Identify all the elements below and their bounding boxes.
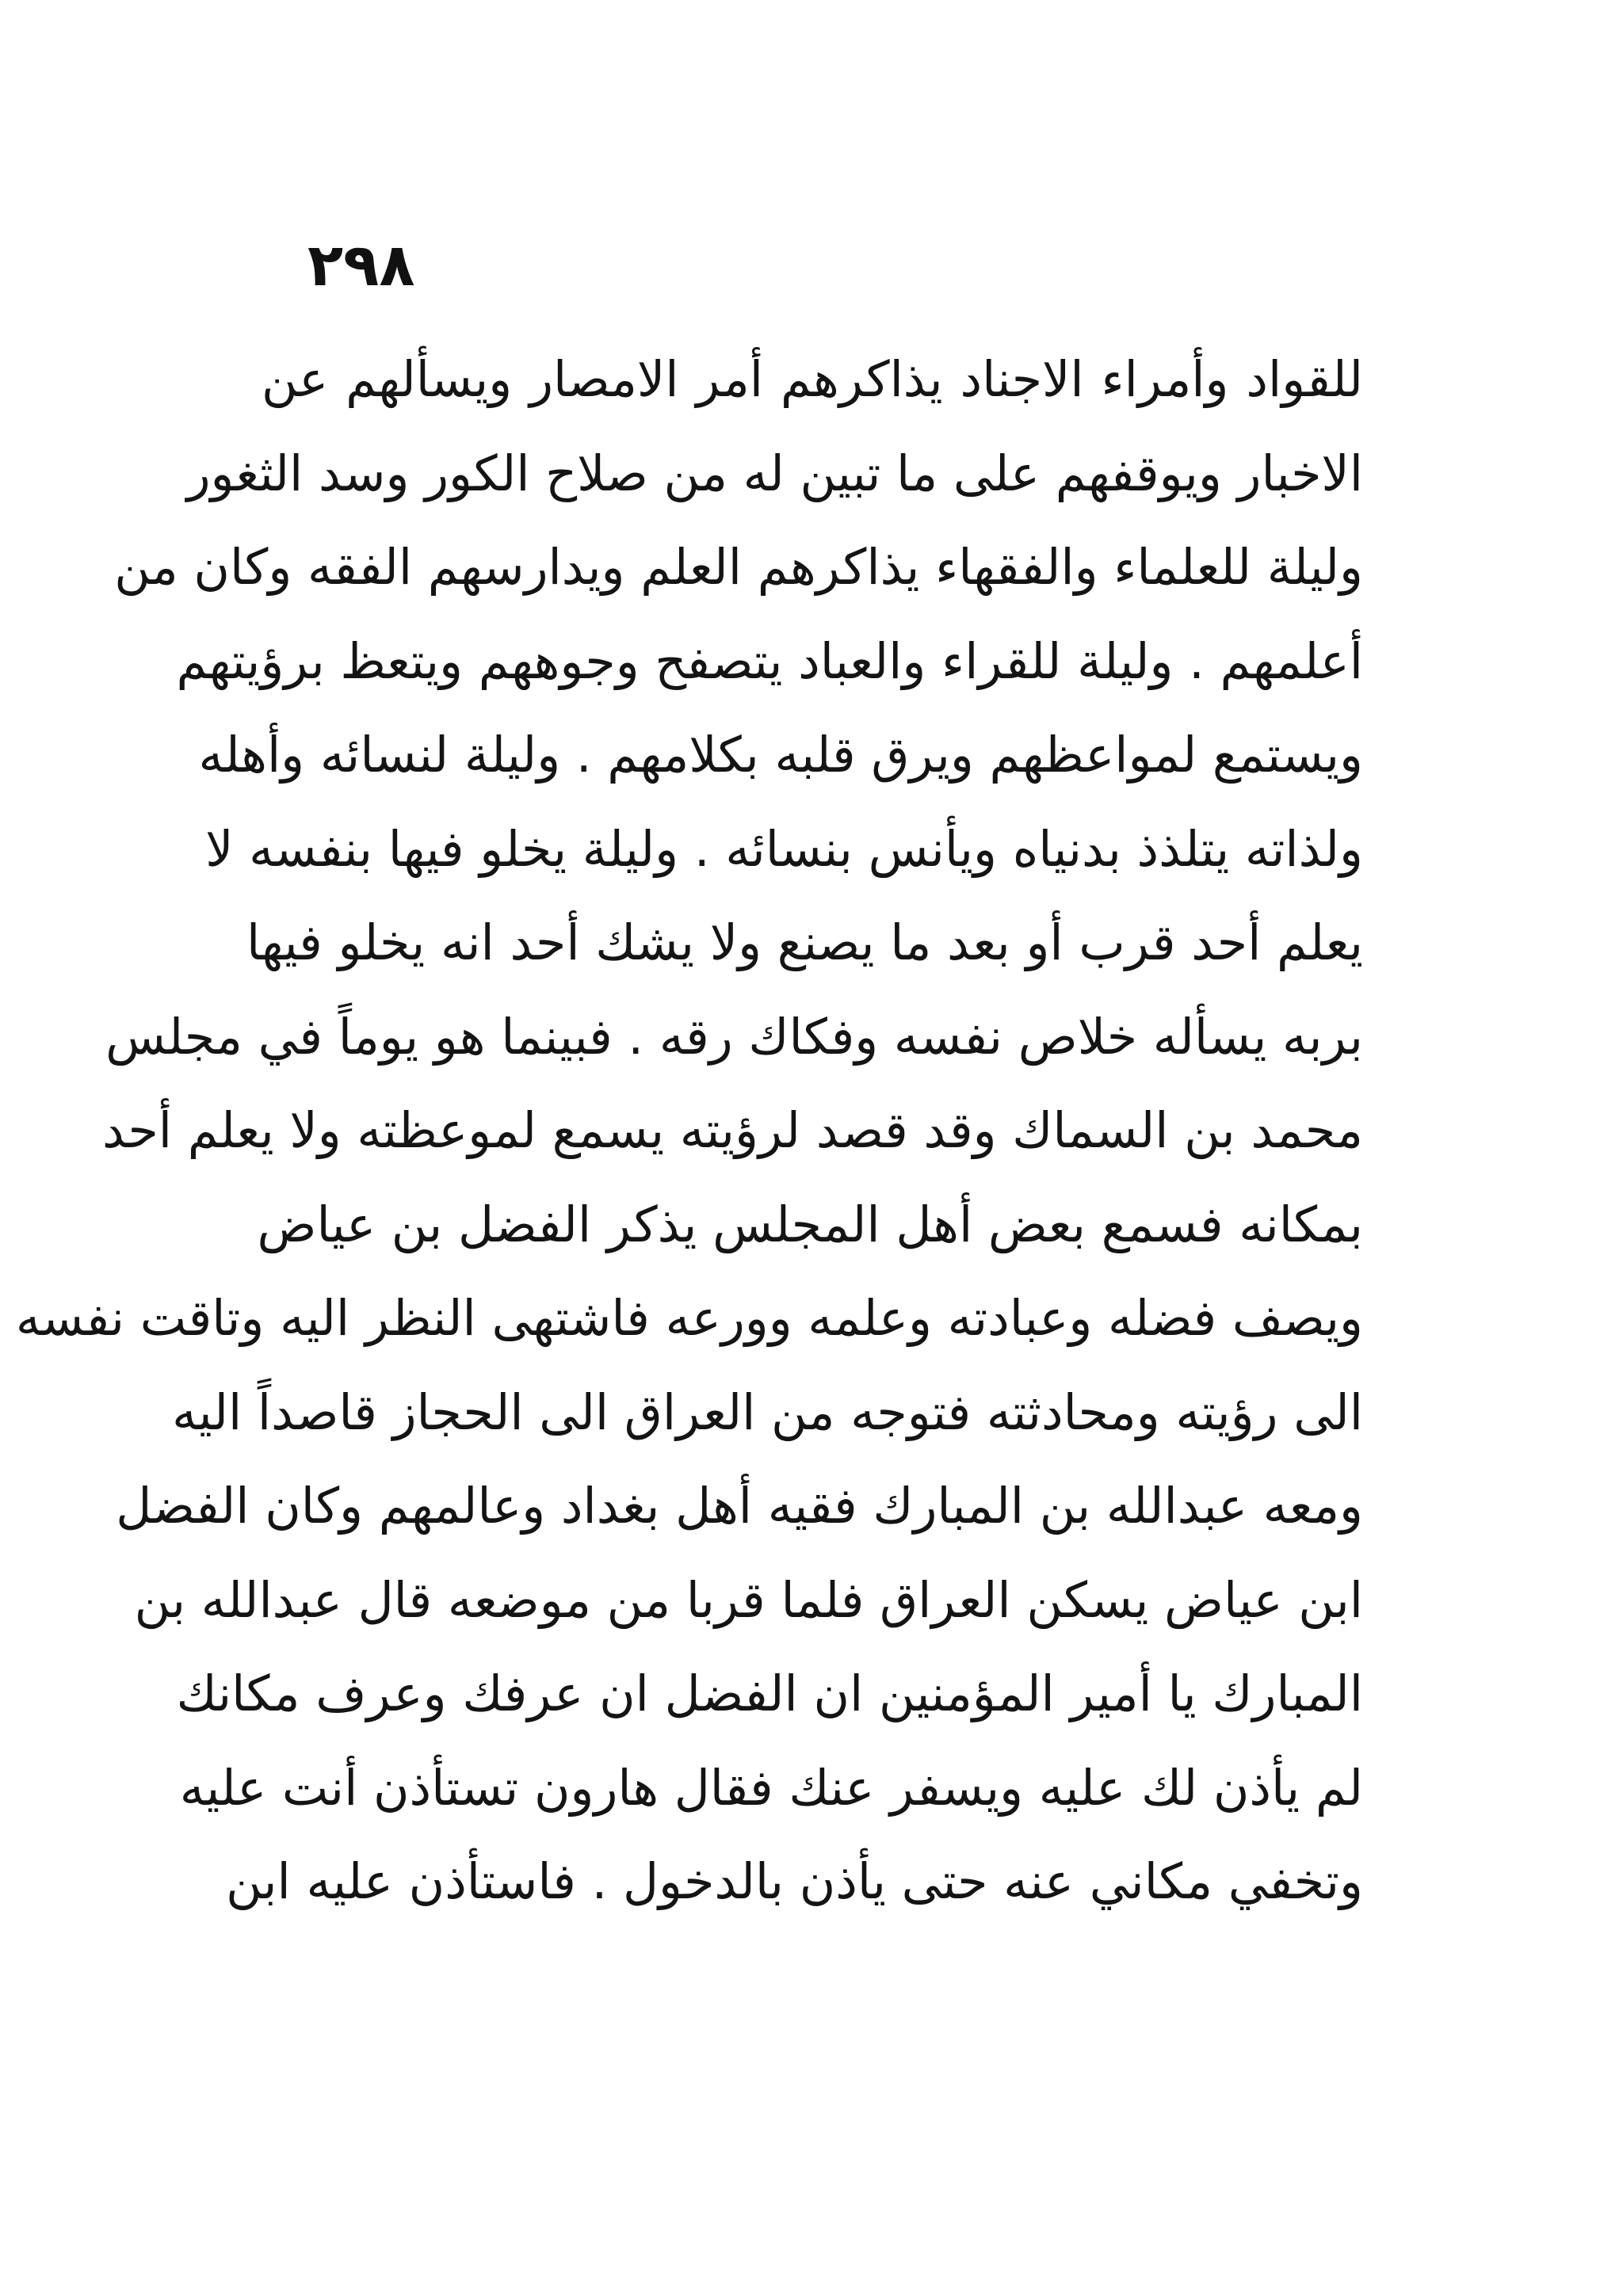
text-line: ومعه عبدالله بن المبارك فقيه أهل بغداد وعالمهم وكان الفضل: [116, 1477, 1363, 1535]
text-line: ويصف فضله وعبادته وعلمه وورعه فاشتهى النظر اليه وتاقت نفسه: [15, 1289, 1363, 1347]
text-line: وليلة للعلماء والفقهاء يذاكرهم العلم ويدارسهم الفقه وكان من: [114, 538, 1363, 596]
body-text: [15, 333, 1363, 1929]
text-line: ابن عياض يسكن العراق فلما قربا من موضعه قال عبدالله بن: [134, 1570, 1363, 1629]
text-line: يعلم أحد قرب أو بعد ما يصنع ولا يشك أحد انه يخلو فيها: [246, 913, 1363, 971]
page-number: ٢٩٨: [307, 231, 415, 299]
text-line: بمكانه فسمع بعض أهل المجلس يذكر الفضل بن عياض: [257, 1195, 1363, 1253]
text-line: محمد بن السماك وقد قصد لرؤيته يسمع لموعظته ولا يعلم أحد: [101, 1101, 1363, 1159]
text-line: بربه يسأله خلاص نفسه وفكاك رقه . فبينما هو يوماً في مجلس: [105, 1007, 1363, 1066]
text-line: أعلمهم . وليلة للقراء والعباد يتصفح وجوههم ويتعظ برؤيتهم: [176, 631, 1363, 690]
text-line: الى رؤيته ومحادثته فتوجه من العراق الى الحجاز قاصداً اليه: [172, 1383, 1363, 1441]
text-line: ولذاته يتلذذ بدنياه ويأنس بنسائه . وليلة يخلو فيها بنفسه لا: [205, 819, 1363, 878]
text-line: لم يأذن لك عليه ويسفر عنك فقال هارون تستأذن أنت عليه: [179, 1758, 1363, 1817]
text-line: وتخفي مكاني عنه حتى يأذن بالدخول . فاستأذن عليه ابن: [226, 1852, 1363, 1910]
text-line: للقواد وأمراء الاجناد يذاكرهم أمر الامصار ويسألهم عن: [262, 350, 1363, 408]
text-line: الاخبار ويوقفهم على ما تبين له من صلاح الكور وسد الثغور: [186, 444, 1363, 502]
text-line: المبارك يا أمير المؤمنين ان الفضل ان عرفك وعرف مكانك: [176, 1665, 1363, 1722]
text-line: ويستمع لمواعظهم ويرق قلبه بكلامهم . وليلة لنسائه وأهله: [198, 726, 1363, 784]
